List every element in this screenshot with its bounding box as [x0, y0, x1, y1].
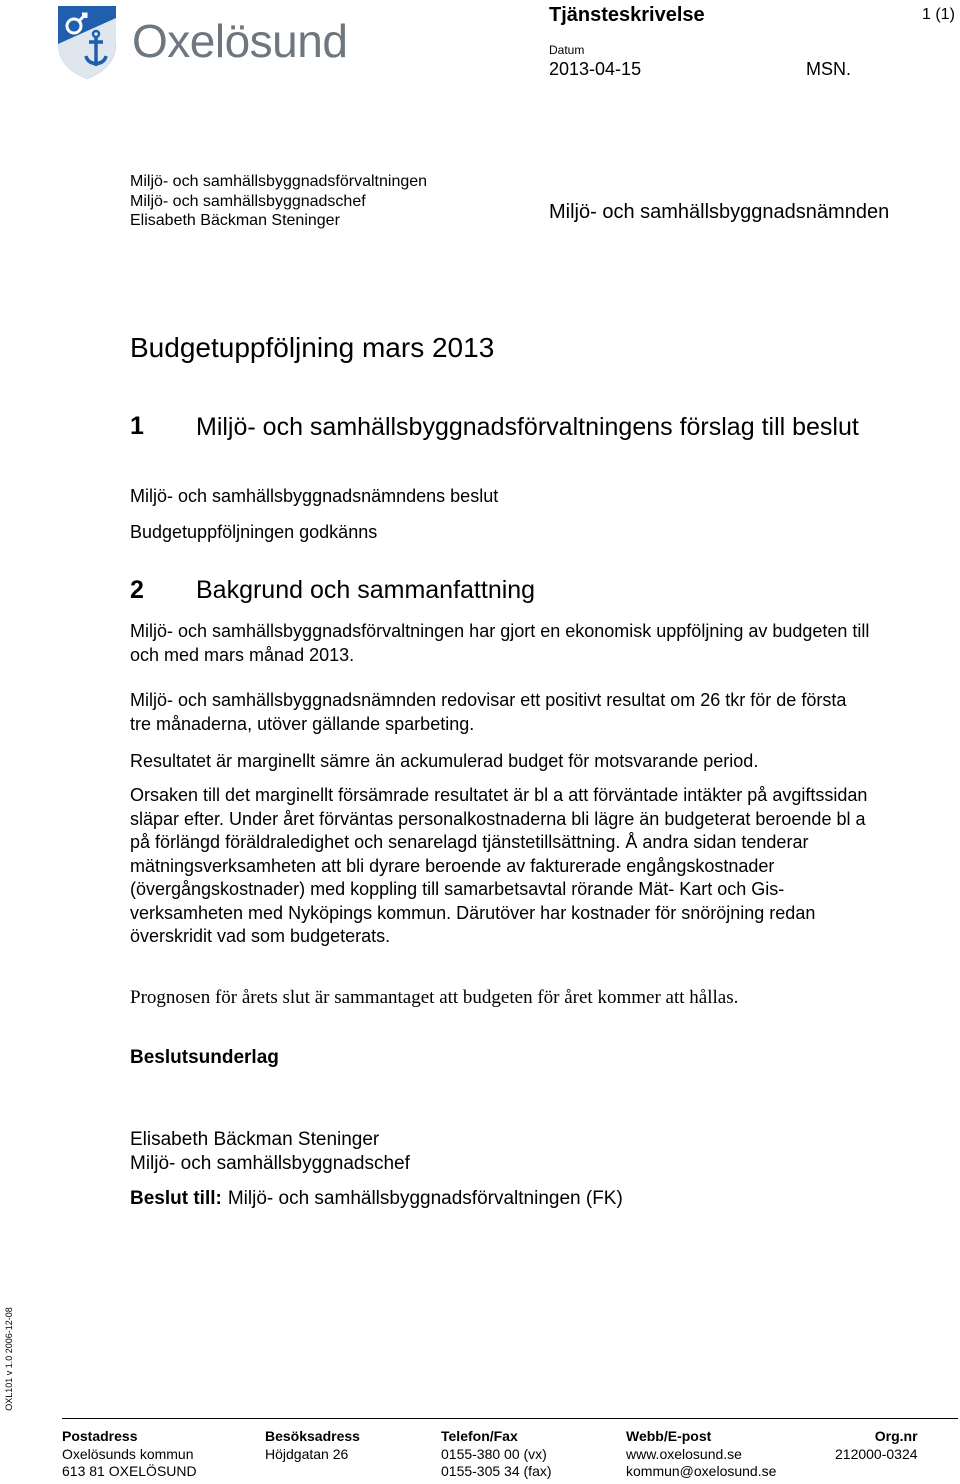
form-code: OXL101 v 1.0 2006-12-08 — [4, 1307, 14, 1411]
sender-role: Miljö- och samhällsbyggnadschef — [130, 193, 366, 210]
beslut-till-label: Beslut till: — [130, 1188, 222, 1209]
logo-wordmark: Oxelösund — [132, 15, 348, 67]
sender-name: Elisabeth Bäckman Steninger — [130, 212, 340, 229]
section-number: 1 — [130, 412, 144, 440]
footer-org-number — [835, 1428, 918, 1463]
footer-website-link[interactable]: www.oxelosund.se — [626, 1445, 742, 1462]
registration-number: MSN. — [806, 59, 851, 79]
footer-heading: Postadress — [62, 1428, 138, 1444]
paragraph: Miljö- och samhällsbyggnadsförvaltningen har gjort en ekonomisk uppföljning av budgeten till och med mars månad 2013. — [130, 621, 870, 665]
footer-heading: Telefon/Fax — [441, 1428, 518, 1444]
paragraph: Miljö- och samhällsbyggnadsnämnden redovisar ett positivt resultat om 26 tkr för de första tre månaderna, utöver gällande sparbeting. — [130, 690, 847, 734]
document-type: Tjänsteskrivelse — [549, 4, 705, 26]
footer-phone-fax — [441, 1428, 552, 1481]
footer-line: 212000-0324 — [835, 1445, 918, 1462]
section-number: 2 — [130, 576, 144, 604]
footer-divider — [62, 1418, 958, 1419]
document-title: Budgetuppföljning mars 2013 — [130, 332, 495, 363]
signature-title: Miljö- och samhällsbyggnadschef — [130, 1153, 410, 1174]
footer-visiting-address — [265, 1428, 360, 1463]
footer-line: Höjdgatan 26 — [265, 1445, 349, 1462]
beslutsunderlag-heading: Beslutsunderlag — [130, 1047, 279, 1068]
section-title: Miljö- och samhällsbyggnadsförvaltningens förslag till beslut — [196, 413, 859, 441]
section-2-heading — [130, 576, 890, 608]
footer-web-email — [626, 1428, 776, 1481]
paragraph-prognosis: Prognosen för årets slut är sammantaget att budgeten för året kommer att hållas. — [130, 987, 739, 1008]
signature-name: Elisabeth Bäckman Steninger — [130, 1129, 380, 1150]
page-number: 1 (1) — [922, 6, 955, 23]
sender-department: Miljö- och samhällsbyggnadsförvaltningen — [130, 173, 428, 190]
footer-heading: Webb/E-post — [626, 1428, 712, 1444]
decision-text: Budgetuppföljningen godkänns — [130, 522, 378, 542]
footer-heading: Org.nr — [874, 1428, 918, 1444]
coat-of-arms-icon — [56, 4, 118, 80]
footer-line: 0155-380 00 (vx) — [441, 1445, 547, 1462]
beslut-till — [130, 1188, 623, 1210]
recipient: Miljö- och samhällsbyggnadsnämnden — [549, 201, 890, 223]
paragraph: Resultatet är marginellt sämre än ackumulerad budget för motsvarande period. — [130, 751, 759, 771]
footer-email-link[interactable]: kommun@oxelosund.se — [626, 1463, 777, 1479]
footer-line: Oxelösunds kommun — [62, 1445, 194, 1462]
section-title: Bakgrund och sammanfattning — [196, 576, 536, 604]
footer-postal-address — [62, 1428, 197, 1481]
footer-heading: Besöksadress — [265, 1428, 360, 1444]
paragraph: Orsaken till det marginellt försämrade resultatet är bl a att förväntade intäkter på avgiftssidan släpar efter. Under året förväntas personalkostnaderna bli lägre än budgeterat beroende bl a på förlängd föräldraledighet och senarelagd tjänstetillsättning. Å andra sidan tenderar mätningsverksamheten att bli dyrare beroende av fakturerade engångskostnader (övergångskostnader) med koppling till samarbetsavtal rörande Mät- Kart och Gis-verksamheten med Nyköpings kommun. Därutöver har kostnader för snöröjning redan överskridit vad som budgeterats. — [130, 785, 868, 946]
section-1-heading — [130, 412, 890, 474]
footer-line: 613 81 OXELÖSUND — [62, 1463, 197, 1479]
oxelosund-logo — [56, 4, 386, 80]
footer-line: 0155-305 34 (fax) — [441, 1463, 552, 1479]
decision-label: Miljö- och samhällsbyggnadsnämndens beslut — [130, 486, 499, 506]
date-value: 2013-04-15 — [549, 59, 642, 79]
beslut-till-value: Miljö- och samhällsbyggnadsförvaltningen (FK) — [227, 1188, 623, 1209]
date-label: Datum — [549, 43, 585, 57]
